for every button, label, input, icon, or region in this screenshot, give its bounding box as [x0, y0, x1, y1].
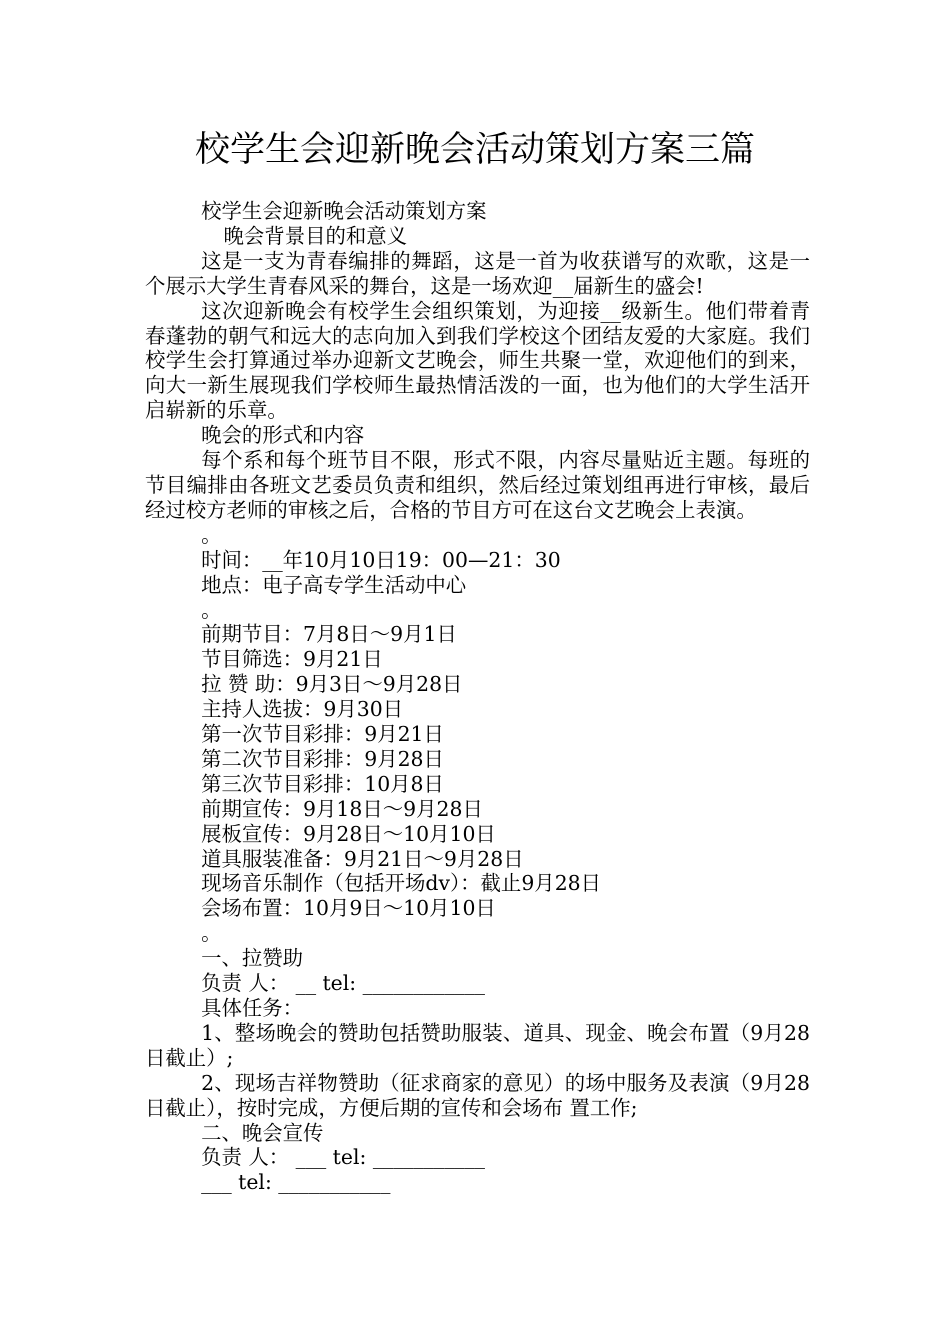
part-1-owner: 负责 人： __ tel: ____________	[201, 971, 485, 996]
event-place: 地点：电子高专学生活动中心	[201, 572, 467, 597]
section-heading-background: 晚会背景目的和意义	[223, 223, 408, 248]
schedule-item: 道具服装准备：9月21日～9月28日	[201, 846, 524, 871]
schedule-item: 第二次节目彩排：9月28日	[201, 746, 444, 771]
document-title: 校学生会迎新晚会活动策划方案三篇	[194, 130, 755, 170]
document-subtitle: 校学生会迎新晚会活动策划方案	[201, 199, 487, 223]
separator-dot: 。	[201, 522, 222, 547]
separator-dot: 。	[201, 921, 222, 946]
schedule-item: 前期节目：7月8日～9月1日	[201, 622, 457, 647]
part-2-contact: ___ tel: ___________	[201, 1170, 391, 1195]
paragraph-1: 这是一支为青春编排的舞蹈，这是一首为收获谱写的欢歌，这是一个展示大学生青春风采的舞台，这是一场欢迎__届新生的盛会!	[145, 248, 810, 298]
part-2-owner: 负责 人： ___ tel: ___________	[201, 1145, 485, 1170]
separator-dot: 。	[201, 597, 222, 622]
schedule-item: 主持人选拔：9月30日	[201, 697, 404, 722]
paragraph-3: 每个系和每个班节目不限，形式不限，内容尽量贴近主题。每班的节目编排由各班文艺委员负责和组织，然后经过策划组再进行审核，最后经过校方老师的审核之后，合格的节目方可在这台文艺晚会上表演。	[145, 448, 810, 522]
schedule-item: 第三次节目彩排：10月8日	[201, 771, 444, 796]
schedule-item: 拉 赞 助：9月3日～9月28日	[201, 672, 463, 697]
document-body	[145, 199, 810, 1195]
schedule-item: 会场布置：10月9日～10月10日	[201, 896, 496, 921]
section-heading-form: 晚会的形式和内容	[201, 423, 365, 448]
paragraph-2: 这次迎新晚会有校学生会组织策划，为迎接__级新生。他们带着青春蓬勃的朝气和远大的志向加入到我们学校这个团结友爱的大家庭。我们校学生会打算通过举办迎新文艺晚会，师生共聚一堂，欢迎他们的到来，向大一新生展现我们学校师生最热情活泼的一面，也为他们的大学生活开启崭新的乐章。	[145, 298, 810, 423]
part-2-heading: 二、晚会宣传	[201, 1120, 324, 1145]
schedule-item: 现场音乐制作（包括开场dv）：截止9月28日	[201, 871, 602, 896]
event-time: 时间：__年10月10日19：00—21：30	[201, 547, 561, 572]
part-1-heading: 一、拉赞助	[201, 946, 304, 971]
schedule-item: 前期宣传：9月18日～9月28日	[201, 796, 483, 821]
schedule-item: 展板宣传：9月28日～10月10日	[201, 821, 496, 846]
part-1-tasks-label: 具体任务：	[201, 996, 304, 1020]
schedule-item: 第一次节目彩排：9月21日	[201, 722, 444, 747]
schedule-item: 节目筛选：9月21日	[201, 647, 383, 672]
part-1-task-2: 2、现场吉祥物赞助（征求商家的意见）的场中服务及表演（9月28日截止），按时完成，方便后期的宣传和会场布 置工作;	[145, 1070, 810, 1120]
part-1-task-1: 1、整场晚会的赞助包括赞助服装、道具、现金、晚会布置（9月28日截止）;	[145, 1020, 810, 1070]
